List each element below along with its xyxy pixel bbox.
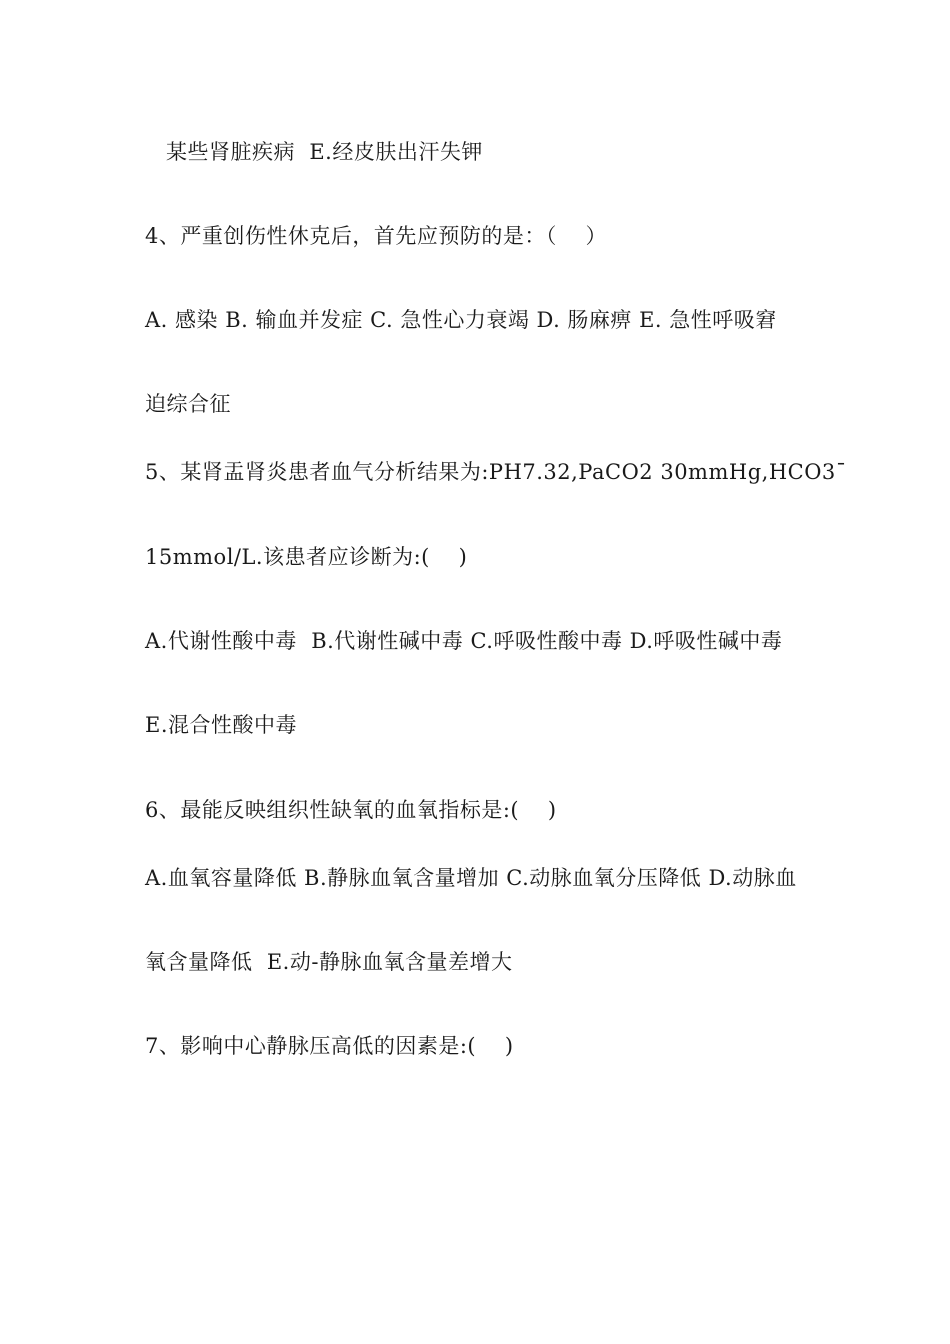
text-line-1: 某些肾脏疾病 E.经皮肤出汗失钾 [166,140,483,164]
question-4: 4、严重创伤性休克后，首先应预防的是：（ ） [145,224,608,248]
question-4-options: A. 感染 B. 输血并发症 C. 急性心力衰竭 D. 肠麻痹 E. 急性呼吸窘 [145,308,777,332]
question-5: 5、某肾盂肾炎患者血气分析结果为:PH7.32,PaCO2 30mmHg,HCO3ˉ [145,460,847,484]
question-5-options: A.代谢性酸中毒 B.代谢性碱中毒 C.呼吸性酸中毒 D.呼吸性碱中毒 [145,629,783,653]
question-6-options: A.血氧容量降低 B.静脉血氧含量增加 C.动脉血氧分压降低 D.动脉血 [145,866,797,890]
question-5-cont: 15mmol/L.该患者应诊断为:( ) [145,545,468,569]
question-6-options-cont: 氧含量降低 E.动-静脉血氧含量差增大 [145,950,513,974]
question-4-options-cont: 迫综合征 [145,392,231,416]
question-6: 6、最能反映组织性缺氧的血氧指标是:( ) [145,798,557,822]
question-5-options-cont: E.混合性酸中毒 [145,713,298,737]
question-7: 7、影响中心静脉压高低的因素是:( ) [145,1034,514,1058]
